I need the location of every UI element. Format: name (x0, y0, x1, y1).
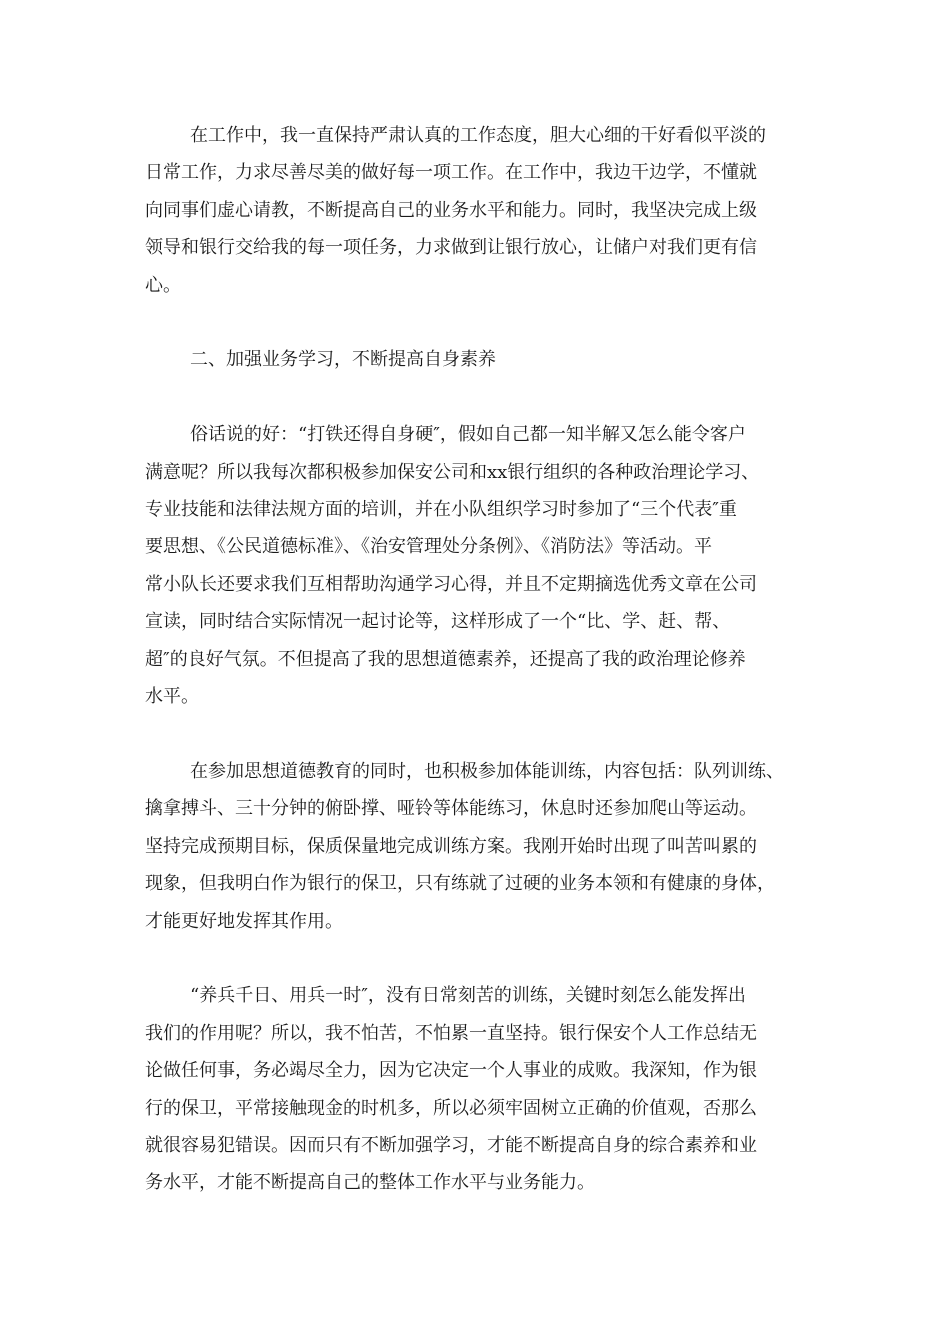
paragraph-line: “养兵千日、用兵一时″，没有日常刻苦的训练，关键时刻怎么能发挥出 (190, 985, 746, 1007)
paragraph-line: 水平。 (145, 686, 199, 708)
paragraph-line: 在工作中，我一直保持严肃认真的工作态度，胆大心细的干好看似平淡的 (190, 125, 766, 146)
paragraph-line: 常小队长还要求我们互相帮助沟通学习心得，并且不定期摘选优秀文章在公司 (145, 573, 757, 595)
paragraph-line: 坚持完成预期目标，保质保量地完成训练方案。我刚开始时出现了叫苦叫累的 (145, 835, 757, 857)
paragraph-line: 在参加思想道德教育的同时，也积极参加体能训练，内容包括：队列训练、 (190, 760, 784, 782)
paragraph-line: 俗话说的好：“打铁还得自身硬″，假如自己都一知半解又怎么能令客户 (190, 424, 746, 446)
paragraph-line: 满意呢？所以我每次都积极参加保安公司和xx银行组织的各种政治理论学习、 (145, 461, 760, 483)
paragraph-line: 擒拿搏斗、三十分钟的俯卧撑、哑铃等体能练习，休息时还参加爬山等运动。 (145, 798, 757, 820)
paragraph-training (145, 753, 817, 977)
paragraph-line: 向同事们虚心请教，不断提高自己的业务水平和能力。同时，我坚决完成上级 (145, 199, 757, 221)
paragraph-line: 要思想、《公民道德标准》、《治安管理处分条例》、《消防法》等活动。平 (145, 536, 712, 558)
paragraph-line: 宣读，同时结合实际情况一起讨论等，这样形成了一个“比、学、赶、帮、 (145, 611, 731, 633)
paragraph-line: 我们的作用呢？所以，我不怕苦，不怕累一直坚持。银行保安个人工作总结无 (145, 1022, 757, 1044)
paragraph-line: 领导和银行交给我的每一项任务，力求做到让银行放心，让储户对我们更有信 (145, 237, 757, 259)
paragraph-line: 超″的良好气氛。不但提高了我的思想道德素养，还提高了我的政治理论修养 (145, 648, 746, 670)
paragraph-persistence (145, 977, 817, 1201)
section-heading-block (145, 341, 817, 416)
paragraph-spacer (145, 304, 817, 341)
section-heading: 二、加强业务学习，不断提高自身素养 (190, 349, 496, 371)
paragraph-work-attitude (145, 117, 817, 341)
paragraph-study (145, 416, 817, 753)
paragraph-line: 才能更好地发挥其作用。 (145, 910, 343, 932)
paragraph-line: 论做任何事，务必竭尽全力，因为它决定一个人事业的成败。我深知，作为银 (145, 1060, 757, 1082)
paragraph-line: 心。 (145, 274, 181, 296)
paragraph-spacer (145, 379, 817, 416)
paragraph-line: 专业技能和法律法规方面的培训，并在小队组织学习时参加了“三个代表″重 (145, 499, 737, 521)
document-body (145, 117, 817, 1202)
paragraph-line: 就很容易犯错误。因而只有不断加强学习，才能不断提高自身的综合素养和业 (145, 1134, 757, 1156)
paragraph-line: 日常工作，力求尽善尽美的做好每一项工作。在工作中，我边干边学，不懂就 (145, 162, 757, 184)
paragraph-line: 现象，但我明白作为银行的保卫，只有练就了过硬的业务本领和有健康的身体， (145, 873, 775, 895)
paragraph-line: 行的保卫，平常接触现金的时机多，所以必须牢固树立正确的价值观，否那么 (145, 1097, 757, 1119)
paragraph-line: 务水平，才能不断提高自己的整体工作水平与业务能力。 (145, 1172, 595, 1194)
paragraph-spacer (145, 716, 817, 753)
paragraph-spacer (145, 940, 817, 977)
